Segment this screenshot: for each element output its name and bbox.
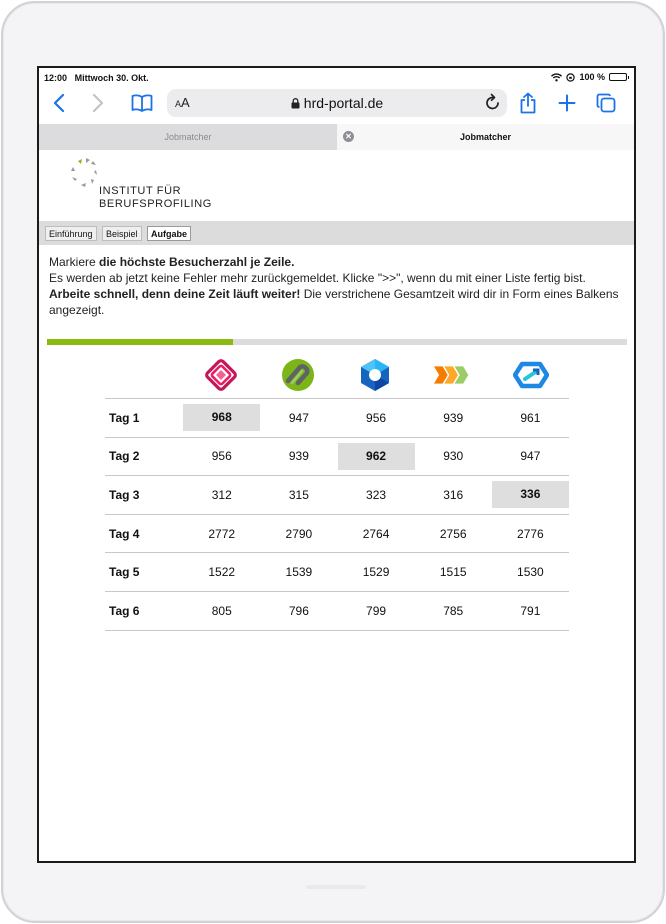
tab-bar (39, 124, 634, 150)
visitor-count-cell[interactable] (337, 553, 414, 592)
blue-chain-logo-icon (513, 357, 549, 393)
back-button[interactable] (53, 90, 65, 116)
book-icon (131, 94, 153, 112)
visitor-count-cell[interactable] (337, 476, 414, 515)
status-time: 12:00 (44, 73, 68, 83)
table-row (105, 553, 569, 592)
share-icon (519, 92, 537, 114)
forward-button[interactable] (92, 90, 104, 116)
visitor-count: 323 (366, 487, 387, 502)
row-label: Tag 4 (105, 514, 183, 553)
visitor-count: 1530 (517, 565, 544, 580)
visitor-table (105, 398, 569, 631)
table-row (105, 514, 569, 553)
row-label: Tag 6 (105, 591, 183, 630)
visitor-count: 968 (183, 404, 260, 431)
visitor-count: 312 (211, 487, 232, 502)
visitor-count-cell[interactable] (415, 437, 492, 476)
visitor-count-cell[interactable] (492, 514, 569, 553)
row-label: Tag 3 (105, 476, 183, 515)
elapsed-time-fill (47, 339, 233, 345)
battery-percent: 100 % (579, 72, 605, 82)
visitor-count-cell[interactable] (260, 476, 337, 515)
visitor-count: 956 (366, 410, 387, 425)
wifi-icon (551, 73, 562, 82)
visitor-count-cell[interactable] (183, 591, 260, 630)
row-label: Tag 5 (105, 553, 183, 592)
visitor-count: 939 (288, 449, 309, 464)
visitor-count: 796 (288, 603, 309, 618)
orange-chevrons-logo-icon (434, 357, 470, 393)
visitor-count-cell[interactable] (260, 514, 337, 553)
screen (37, 66, 636, 863)
close-tab-icon[interactable]: ✕ (343, 131, 354, 142)
visitor-count: 799 (366, 603, 387, 618)
visitor-count-cell[interactable] (492, 437, 569, 476)
visitor-count: 2772 (208, 526, 236, 541)
row-label: Tag 2 (105, 437, 183, 476)
visitor-count-cell[interactable] (337, 437, 414, 476)
institute-logo (69, 158, 249, 218)
blue-hexagon-logo-icon (357, 357, 393, 393)
browser-toolbar (39, 86, 634, 124)
visitor-count: 947 (288, 410, 309, 425)
new-tab-button[interactable] (558, 90, 576, 116)
status-date: Mittwoch 30. Okt. (74, 73, 149, 83)
visitor-count: 1522 (208, 565, 236, 580)
nav-einfuehrung[interactable]: Einführung (45, 226, 97, 241)
tablet-frame (1, 1, 665, 923)
visitor-count-cell[interactable] (183, 399, 260, 438)
visitor-count-cell[interactable] (183, 437, 260, 476)
logo-line-1: INSTITUT FÜR (99, 185, 182, 197)
nav-aufgabe[interactable]: Aufgabe (147, 226, 191, 241)
visitor-count: 962 (338, 443, 415, 470)
visitor-count: 961 (520, 410, 541, 425)
visitor-count-cell[interactable] (415, 591, 492, 630)
instruction-highlight: die höchste Besucherzahl je Zeile. (99, 255, 295, 269)
table-row (105, 591, 569, 630)
visitor-count-cell[interactable] (260, 591, 337, 630)
reload-icon (485, 93, 501, 111)
visitor-count: 2764 (362, 526, 390, 541)
table-row (105, 399, 569, 438)
nav-beispiel[interactable]: Beispiel (102, 226, 142, 241)
url-text: hrd-portal.de (303, 95, 384, 111)
logo-mark-icon (69, 158, 103, 192)
visitor-count: 336 (492, 481, 569, 508)
chevron-left-icon (53, 94, 65, 112)
visitor-count: 785 (443, 603, 464, 618)
reload-button[interactable] (485, 93, 501, 116)
logo-line-2: BERUFSPROFILING (99, 198, 212, 210)
green-circle-logo-icon (280, 357, 316, 393)
battery-icon (609, 73, 627, 81)
visitor-count-cell[interactable] (492, 399, 569, 438)
task-instructions: Markiere die höchste Besucherzahl je Zeile. Es werden ab jetzt keine Fehler mehr zurückgemeldet. Klicke ">>", wenn du mit einer Liste fertig bist. Arbeite schnell, denn deine Zeit läuft weiter! Die verstrichene Gesamtzeit wird dir in Form eines Balkens angezeigt. (49, 254, 629, 318)
visitor-count-cell[interactable] (415, 553, 492, 592)
visitor-count: 2776 (517, 526, 544, 541)
visitor-count-cell[interactable] (183, 514, 260, 553)
visitor-count: 956 (211, 449, 232, 464)
instruction-line-2: Es werden ab jetzt keine Fehler mehr zurückgemeldet. Klicke ">>", wenn du mit einer Liste fertig bist. (49, 271, 586, 285)
pink-diamond-logo-icon (203, 357, 239, 393)
plus-icon (558, 94, 576, 112)
share-button[interactable] (519, 90, 537, 116)
visitor-count-cell[interactable] (260, 399, 337, 438)
lock-icon (291, 98, 300, 109)
visitor-count: 805 (211, 603, 232, 618)
bookmarks-button[interactable] (131, 90, 153, 116)
visitor-count-cell[interactable] (183, 476, 260, 515)
visitor-count-cell[interactable] (337, 514, 414, 553)
visitor-count: 930 (443, 449, 464, 464)
step-navigation (39, 221, 634, 245)
tab-jobmatcher-1[interactable]: Jobmatcher (39, 124, 337, 150)
visitor-count: 791 (520, 603, 541, 618)
visitor-count-cell[interactable] (260, 553, 337, 592)
visitor-count-cell[interactable] (415, 399, 492, 438)
visitor-count-cell[interactable] (260, 437, 337, 476)
visitor-count-cell[interactable] (492, 553, 569, 592)
home-indicator (306, 885, 366, 889)
visitor-count: 1539 (285, 565, 313, 580)
visitor-count-cell[interactable] (183, 553, 260, 592)
row-label: Tag 1 (105, 399, 183, 438)
visitor-count: 2790 (285, 526, 313, 541)
visitor-count-cell[interactable] (492, 476, 569, 515)
visitor-count-cell[interactable] (492, 591, 569, 630)
tabs-icon (596, 93, 616, 113)
visitor-count: 316 (443, 487, 464, 502)
visitor-count: 947 (520, 449, 541, 464)
address-bar[interactable] (167, 89, 507, 117)
table-row (105, 437, 569, 476)
tab-jobmatcher-2[interactable]: ✕ Jobmatcher (337, 124, 634, 150)
status-bar (39, 68, 634, 86)
visitor-count: 315 (288, 487, 309, 502)
visitor-count-cell[interactable] (337, 399, 414, 438)
visitor-count-cell[interactable] (415, 476, 492, 515)
visitor-count-cell[interactable] (337, 591, 414, 630)
visitor-count-cell[interactable] (415, 514, 492, 553)
visitor-count: 1529 (362, 565, 390, 580)
text-size-button[interactable]: AA (175, 95, 190, 110)
lock-rotation-icon (566, 73, 575, 82)
visitor-count: 2756 (439, 526, 467, 541)
elapsed-time-bar (47, 339, 627, 345)
instruction-warning: Arbeite schnell, denn deine Zeit läuft weiter! (49, 287, 301, 301)
visitor-count: 1515 (439, 565, 467, 580)
tabs-overview-button[interactable] (596, 90, 616, 116)
visitor-count: 939 (443, 410, 464, 425)
chevron-right-icon (92, 94, 104, 112)
table-row (105, 476, 569, 515)
